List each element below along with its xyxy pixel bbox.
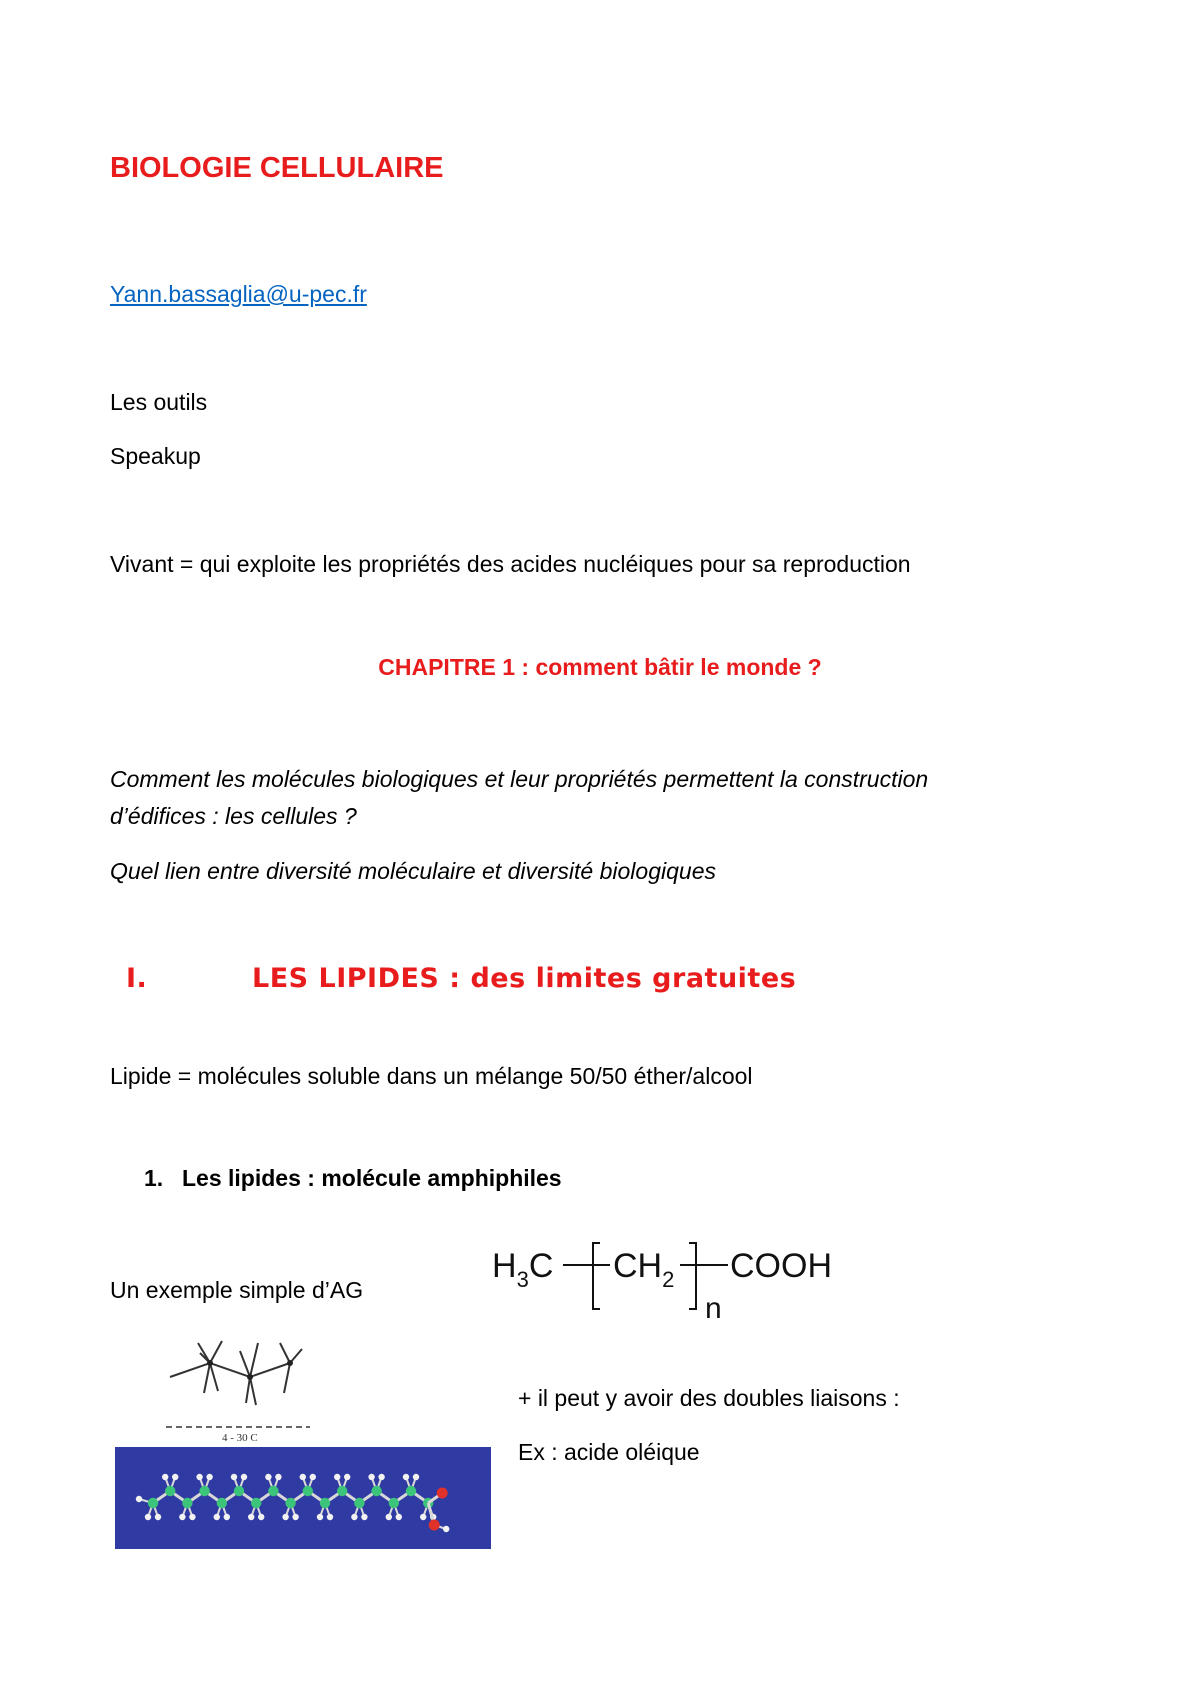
hydrogen-atom <box>172 1474 178 1480</box>
hydrogen-atom <box>136 1496 142 1502</box>
carbon-atom <box>285 1498 295 1508</box>
double-bonds-note: + il peut y avoir des doubles liaisons : <box>518 1385 900 1411</box>
hydrogen-atom <box>206 1474 212 1480</box>
hydrogen-atom <box>300 1474 306 1480</box>
formula-cooh: COOH <box>730 1247 832 1285</box>
hydrogen-atom <box>162 1474 168 1480</box>
question-line-3: Quel lien entre diversité moléculaire et diversité biologiques <box>110 858 716 884</box>
hydrogen-atom <box>403 1474 409 1480</box>
carbon-atom <box>182 1498 192 1508</box>
carbon-atom <box>251 1498 261 1508</box>
hydrogen-atom <box>361 1514 367 1520</box>
hydrogen-atom <box>327 1514 333 1520</box>
hydrogen-atom <box>368 1474 374 1480</box>
hydrogen-atom <box>443 1526 449 1532</box>
document-title: BIOLOGIE CELLULAIRE <box>110 152 444 184</box>
tools-line: Les outils <box>110 389 208 415</box>
oleic-acid-example: Ex : acide oléique <box>518 1439 700 1465</box>
carbon-atom <box>148 1498 158 1508</box>
carbon-atom <box>287 1360 293 1366</box>
hydrogen-atom <box>351 1514 357 1520</box>
hydrogen-atom <box>344 1474 350 1480</box>
hydrogen-atom <box>292 1514 298 1520</box>
hydrogen-atom <box>145 1514 151 1520</box>
section-number: I. <box>126 963 148 994</box>
hydrogen-atom <box>196 1474 202 1480</box>
hydrogen-atom <box>224 1514 230 1520</box>
carbon-atom <box>406 1486 416 1496</box>
subsection-number: 1. <box>144 1165 164 1191</box>
hydrogen-atom <box>258 1514 264 1520</box>
fatty-acid-formula <box>480 1235 860 1335</box>
chain-length-label: 4 - 30 C <box>222 1432 258 1444</box>
carbon-atom <box>371 1486 381 1496</box>
hydrogen-atom <box>413 1474 419 1480</box>
hydrogen-atom <box>155 1514 161 1520</box>
question-line-1: Comment les molécules biologiques et leur propriétés permettent la construction <box>110 766 929 792</box>
hydrogen-atom <box>248 1514 254 1520</box>
substituents-c3 <box>280 1343 302 1393</box>
formula-h3c: $H_3C$ <box>492 1247 554 1292</box>
carbon-backbone <box>170 1363 290 1377</box>
carbon-atom <box>337 1486 347 1496</box>
speakup-line: Speakup <box>110 443 201 469</box>
hydrogen-atom <box>310 1474 316 1480</box>
hydrogen-atom <box>282 1514 288 1520</box>
substituents-c1 <box>198 1341 222 1393</box>
carbon-atom <box>247 1374 253 1380</box>
carbon-atom <box>303 1486 313 1496</box>
hydrogen-atom <box>241 1474 247 1480</box>
carbon-atom <box>354 1498 364 1508</box>
oxygen-atom <box>437 1488 448 1499</box>
chapter-heading: CHAPITRE 1 : comment bâtir le monde ? <box>378 654 822 680</box>
hydrogen-atom <box>231 1474 237 1480</box>
bracket-right <box>689 1243 696 1309</box>
bracket-left <box>593 1243 600 1309</box>
subsection-heading: Les lipides : molécule amphiphiles <box>182 1165 562 1191</box>
question-line-2: d’édifices : les cellules ? <box>110 803 357 829</box>
carbon-atom <box>268 1486 278 1496</box>
lipid-definition: Lipide = molécules soluble dans un mélange 50/50 éther/alcool <box>110 1063 753 1089</box>
carbon-atom <box>199 1486 209 1496</box>
formula-ch2: $CH_2$ <box>613 1247 675 1292</box>
section-heading: LES LIPIDES : des limites gratuites <box>252 963 797 994</box>
hydrogen-atom <box>334 1474 340 1480</box>
carbon-atom <box>207 1360 213 1366</box>
ball-and-stick-panel <box>115 1447 491 1549</box>
hydrogen-atom <box>189 1514 195 1520</box>
carbon-atom <box>234 1486 244 1496</box>
example-label: Un exemple simple d’AG <box>110 1277 364 1303</box>
oxygen-atom <box>429 1520 440 1531</box>
carbon-atom <box>165 1486 175 1496</box>
author-email-link[interactable]: Yann.bassaglia@u-pec.fr <box>110 281 367 307</box>
carbon-atom <box>320 1498 330 1508</box>
hydrogen-atom <box>275 1474 281 1480</box>
living-definition: Vivant = qui exploite les propriétés des acides nucléiques pour sa reproduction <box>110 551 911 577</box>
hydrogen-atom <box>386 1514 392 1520</box>
hydrogen-atom <box>265 1474 271 1480</box>
carbon-atom <box>389 1498 399 1508</box>
hydrogen-atom <box>317 1514 323 1520</box>
hydrogen-atom <box>378 1474 384 1480</box>
molecule-3d-diagram <box>160 1335 320 1445</box>
ball-and-stick-model <box>115 1447 491 1549</box>
formula-n: n <box>705 1292 722 1325</box>
carbon-atom <box>217 1498 227 1508</box>
hydrogen-atom <box>396 1514 402 1520</box>
hydrogen-atom <box>179 1514 185 1520</box>
hydrogen-atom <box>420 1514 426 1520</box>
hydrogen-atom <box>214 1514 220 1520</box>
